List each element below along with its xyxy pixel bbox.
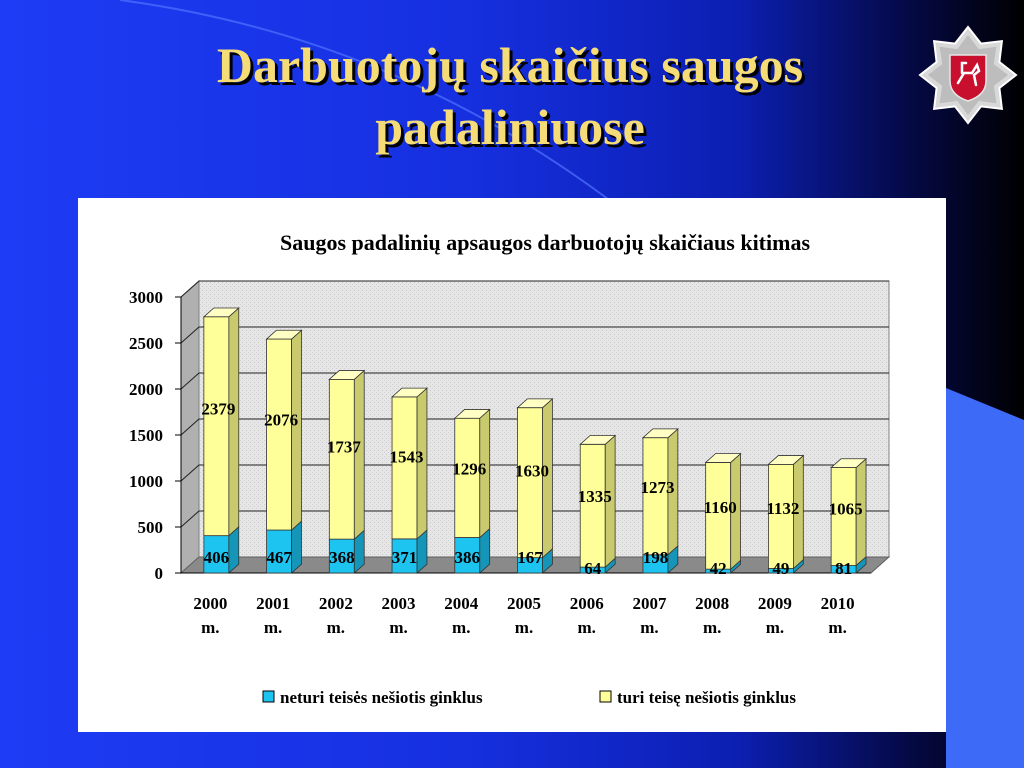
data-label-neturi: 64 (584, 559, 602, 578)
x-tick-label-year: 2006 (569, 594, 604, 613)
bar-turi-side (229, 308, 239, 536)
data-label-neturi: 81 (835, 559, 853, 578)
legend-label-neturi: neturi teisės nešiotis ginklus (280, 688, 483, 707)
data-label-turi: 2076 (264, 410, 299, 430)
legend-swatch-turi (600, 691, 611, 702)
data-label-neturi: 368 (329, 548, 355, 567)
y-tick-label: 500 (137, 518, 163, 537)
legend-label-turi: turi teisę nešiotis ginklus (617, 688, 796, 707)
bar-turi-front (329, 379, 354, 539)
bar-turi-front (518, 408, 543, 558)
x-tick-label-suffix: m. (702, 618, 722, 637)
data-label-turi: 1737 (326, 437, 361, 457)
x-tick-label-suffix: m. (828, 618, 847, 637)
data-label-turi: 1630 (515, 461, 549, 481)
x-tick-label-suffix: m. (514, 618, 534, 637)
x-tick-label-suffix: m. (765, 618, 785, 637)
y-tick-label: 1000 (129, 472, 163, 491)
data-label-neturi: 406 (203, 548, 230, 567)
data-label-neturi: 49 (772, 559, 790, 578)
x-tick-label-suffix: m. (640, 618, 659, 637)
data-label-neturi: 371 (391, 548, 418, 567)
x-tick-label-year: 2000 (193, 594, 228, 613)
x-tick-label-year: 2010 (820, 594, 855, 613)
y-tick-label: 1500 (129, 426, 163, 445)
x-tick-label-year: 2005 (507, 594, 541, 613)
x-tick-label-suffix: m. (577, 618, 596, 637)
bar-turi-side (292, 330, 302, 530)
bar-turi-front (204, 317, 229, 536)
chart-plot (129, 281, 889, 707)
data-label-turi: 1273 (640, 477, 675, 497)
data-label-neturi: 198 (642, 548, 669, 567)
slide-title: Darbuotojų skaičius saugos padaliniuose (216, 37, 804, 155)
x-tick-label-year: 2009 (757, 594, 792, 613)
x-tick-label-suffix: m. (389, 618, 408, 637)
y-tick-label: 3000 (129, 288, 163, 307)
data-label-turi: 1335 (577, 486, 612, 506)
bar-turi-front (392, 397, 417, 539)
x-tick-label-suffix: m. (263, 618, 283, 637)
chart-panel (78, 198, 946, 732)
data-label-turi: 1543 (389, 447, 424, 467)
x-tick-label-year: 2002 (318, 594, 353, 613)
x-tick-label-suffix: m. (201, 618, 220, 637)
bar-turi-front (267, 339, 292, 530)
x-tick-label-suffix: m. (452, 618, 471, 637)
stacked-bar-chart (78, 198, 946, 732)
data-label-neturi: 167 (517, 548, 543, 567)
data-label-turi: 2379 (201, 399, 236, 419)
police-star-emblem-icon (918, 20, 1018, 130)
data-label-neturi: 467 (266, 548, 292, 567)
x-tick-label-year: 2008 (695, 594, 730, 613)
data-label-turi: 1132 (766, 499, 800, 519)
x-tick-label-year: 2003 (381, 594, 416, 613)
x-tick-label-year: 2007 (632, 594, 667, 613)
x-tick-label-year: 2001 (256, 594, 291, 613)
data-label-turi: 1065 (828, 499, 863, 519)
data-label-neturi: 386 (454, 548, 481, 567)
data-label-neturi: 42 (709, 559, 727, 578)
y-tick-label: 2000 (129, 380, 163, 399)
x-tick-label-suffix: m. (326, 618, 346, 637)
background-light-wedge (946, 388, 1024, 768)
data-label-turi: 1296 (452, 459, 487, 479)
emblem-shield (950, 55, 986, 101)
legend-swatch-neturi (263, 691, 274, 702)
y-tick-label: 0 (154, 564, 163, 583)
x-tick-label-year: 2004 (444, 594, 479, 613)
data-label-turi: 1160 (703, 498, 737, 518)
y-tick-label: 2500 (129, 334, 163, 353)
chart-title: Saugos padalinių apsaugos darbuotojų skaičiaus kitimas (279, 230, 811, 255)
